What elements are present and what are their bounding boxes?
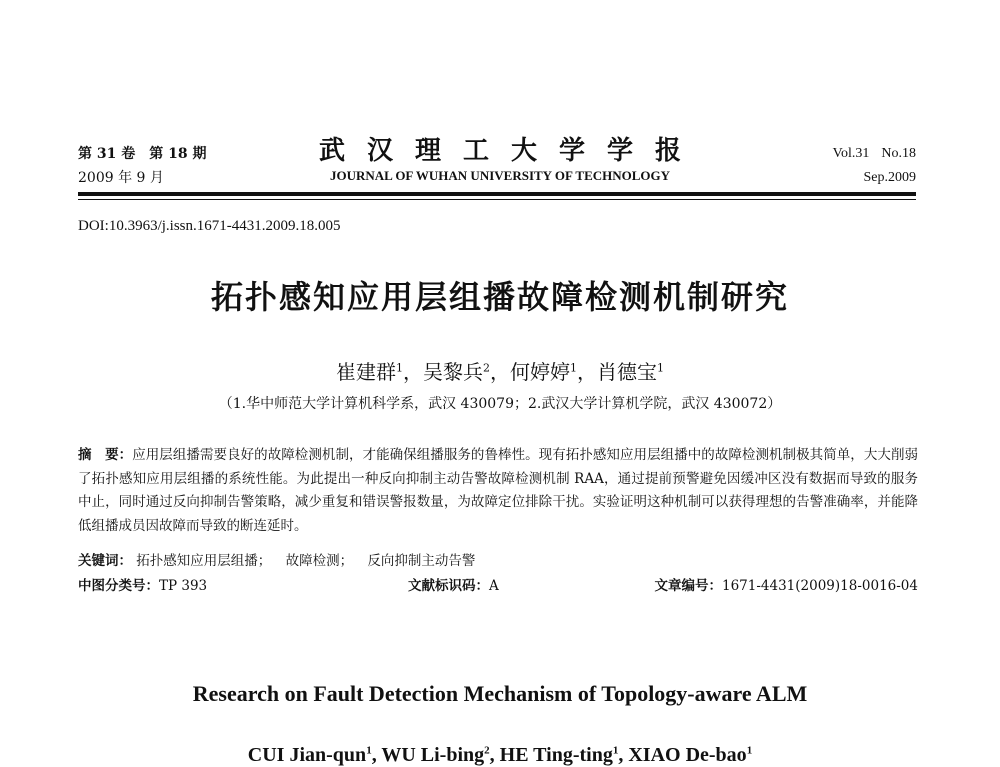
header-rule-thick [78, 192, 916, 196]
paper-title: 拓扑感知应用层组播故障检测机制研究 [210, 278, 789, 316]
affiliation: （1.华中师范大学计算机科学系，武汉 430079；2.武汉大学计算机学院，武汉 430072） [218, 396, 782, 412]
author-en: XIAO De-bao$^1$ [628, 744, 753, 766]
header-rule-thin [78, 199, 916, 200]
keywords-label: 关键词： [78, 553, 132, 569]
journal-name-cn: 武汉理工大学学报 [318, 136, 703, 166]
author-list-cn [0, 356, 1000, 385]
author-list-en [0, 744, 1000, 767]
volume-number-en [833, 142, 916, 166]
keywords [78, 549, 485, 569]
abstract-text: 应用层组播需要良好的故障检测机制，才能确保组播服务的鲁棒性。现有拓扑感知应用层组播中的故障检测机制极其简单，大大削弱了拓扑感知应用层组播的系统性能。为此提出一种反向抑制主动告警故障检测机制 RAA，通过提前预警避免因缓冲区没有数据而导致的服务中止，同时通过反向抑制告警策略，减少重复和错误警报数量，为故障定位排除干扰。实验证明这种机制可以获得理想的告警准确率，并能降低组播成员因故障而导致的断连延时。 [78, 447, 919, 534]
author: 肖德宝$^1$ [597, 360, 664, 384]
classification-number: 中图分类号：TP 393 [78, 578, 208, 594]
journal-name-en: JOURNAL OF WUHAN UNIVERSITY OF TECHNOLOGY [329, 168, 671, 183]
author: 何婷婷$^1$， [510, 360, 597, 384]
doi[interactable]: DOI:10.3963/j.issn.1671-4431.2009.18.005 [78, 218, 341, 234]
date-en: Sep.2009 [863, 170, 916, 185]
article-number: 文章编号：1671-4431(2009)18-0016-04 [654, 578, 918, 594]
keyword: 故障检测； [285, 553, 354, 569]
journal-issue-en [833, 142, 916, 190]
no-en: No.18 [881, 146, 916, 161]
abstract [78, 444, 918, 538]
volume-issue-cn: 第 31 卷 第 18 期 [78, 146, 207, 162]
author: 吴黎兵$^2$， [423, 360, 510, 384]
abstract-label: 摘 要： [78, 447, 133, 463]
keyword: 反向抑制主动告警 [367, 553, 476, 569]
author-en: HE Ting-ting$^1$, [499, 744, 629, 766]
date-cn: 2009 年 9 月 [78, 170, 164, 186]
author-en: WU Li-bing$^2$, [381, 744, 500, 766]
author: 崔建群$^1$， [336, 360, 423, 384]
vol-en: Vol.31 [832, 146, 870, 161]
english-title: Research on Fault Detection Mechanism of Topology-aware ALM [192, 681, 808, 706]
keyword: 拓扑感知应用层组播； [136, 553, 272, 569]
document-code: 文献标识码：A [408, 578, 499, 594]
author-en: CUI Jian-qun$^1$, [247, 744, 382, 766]
